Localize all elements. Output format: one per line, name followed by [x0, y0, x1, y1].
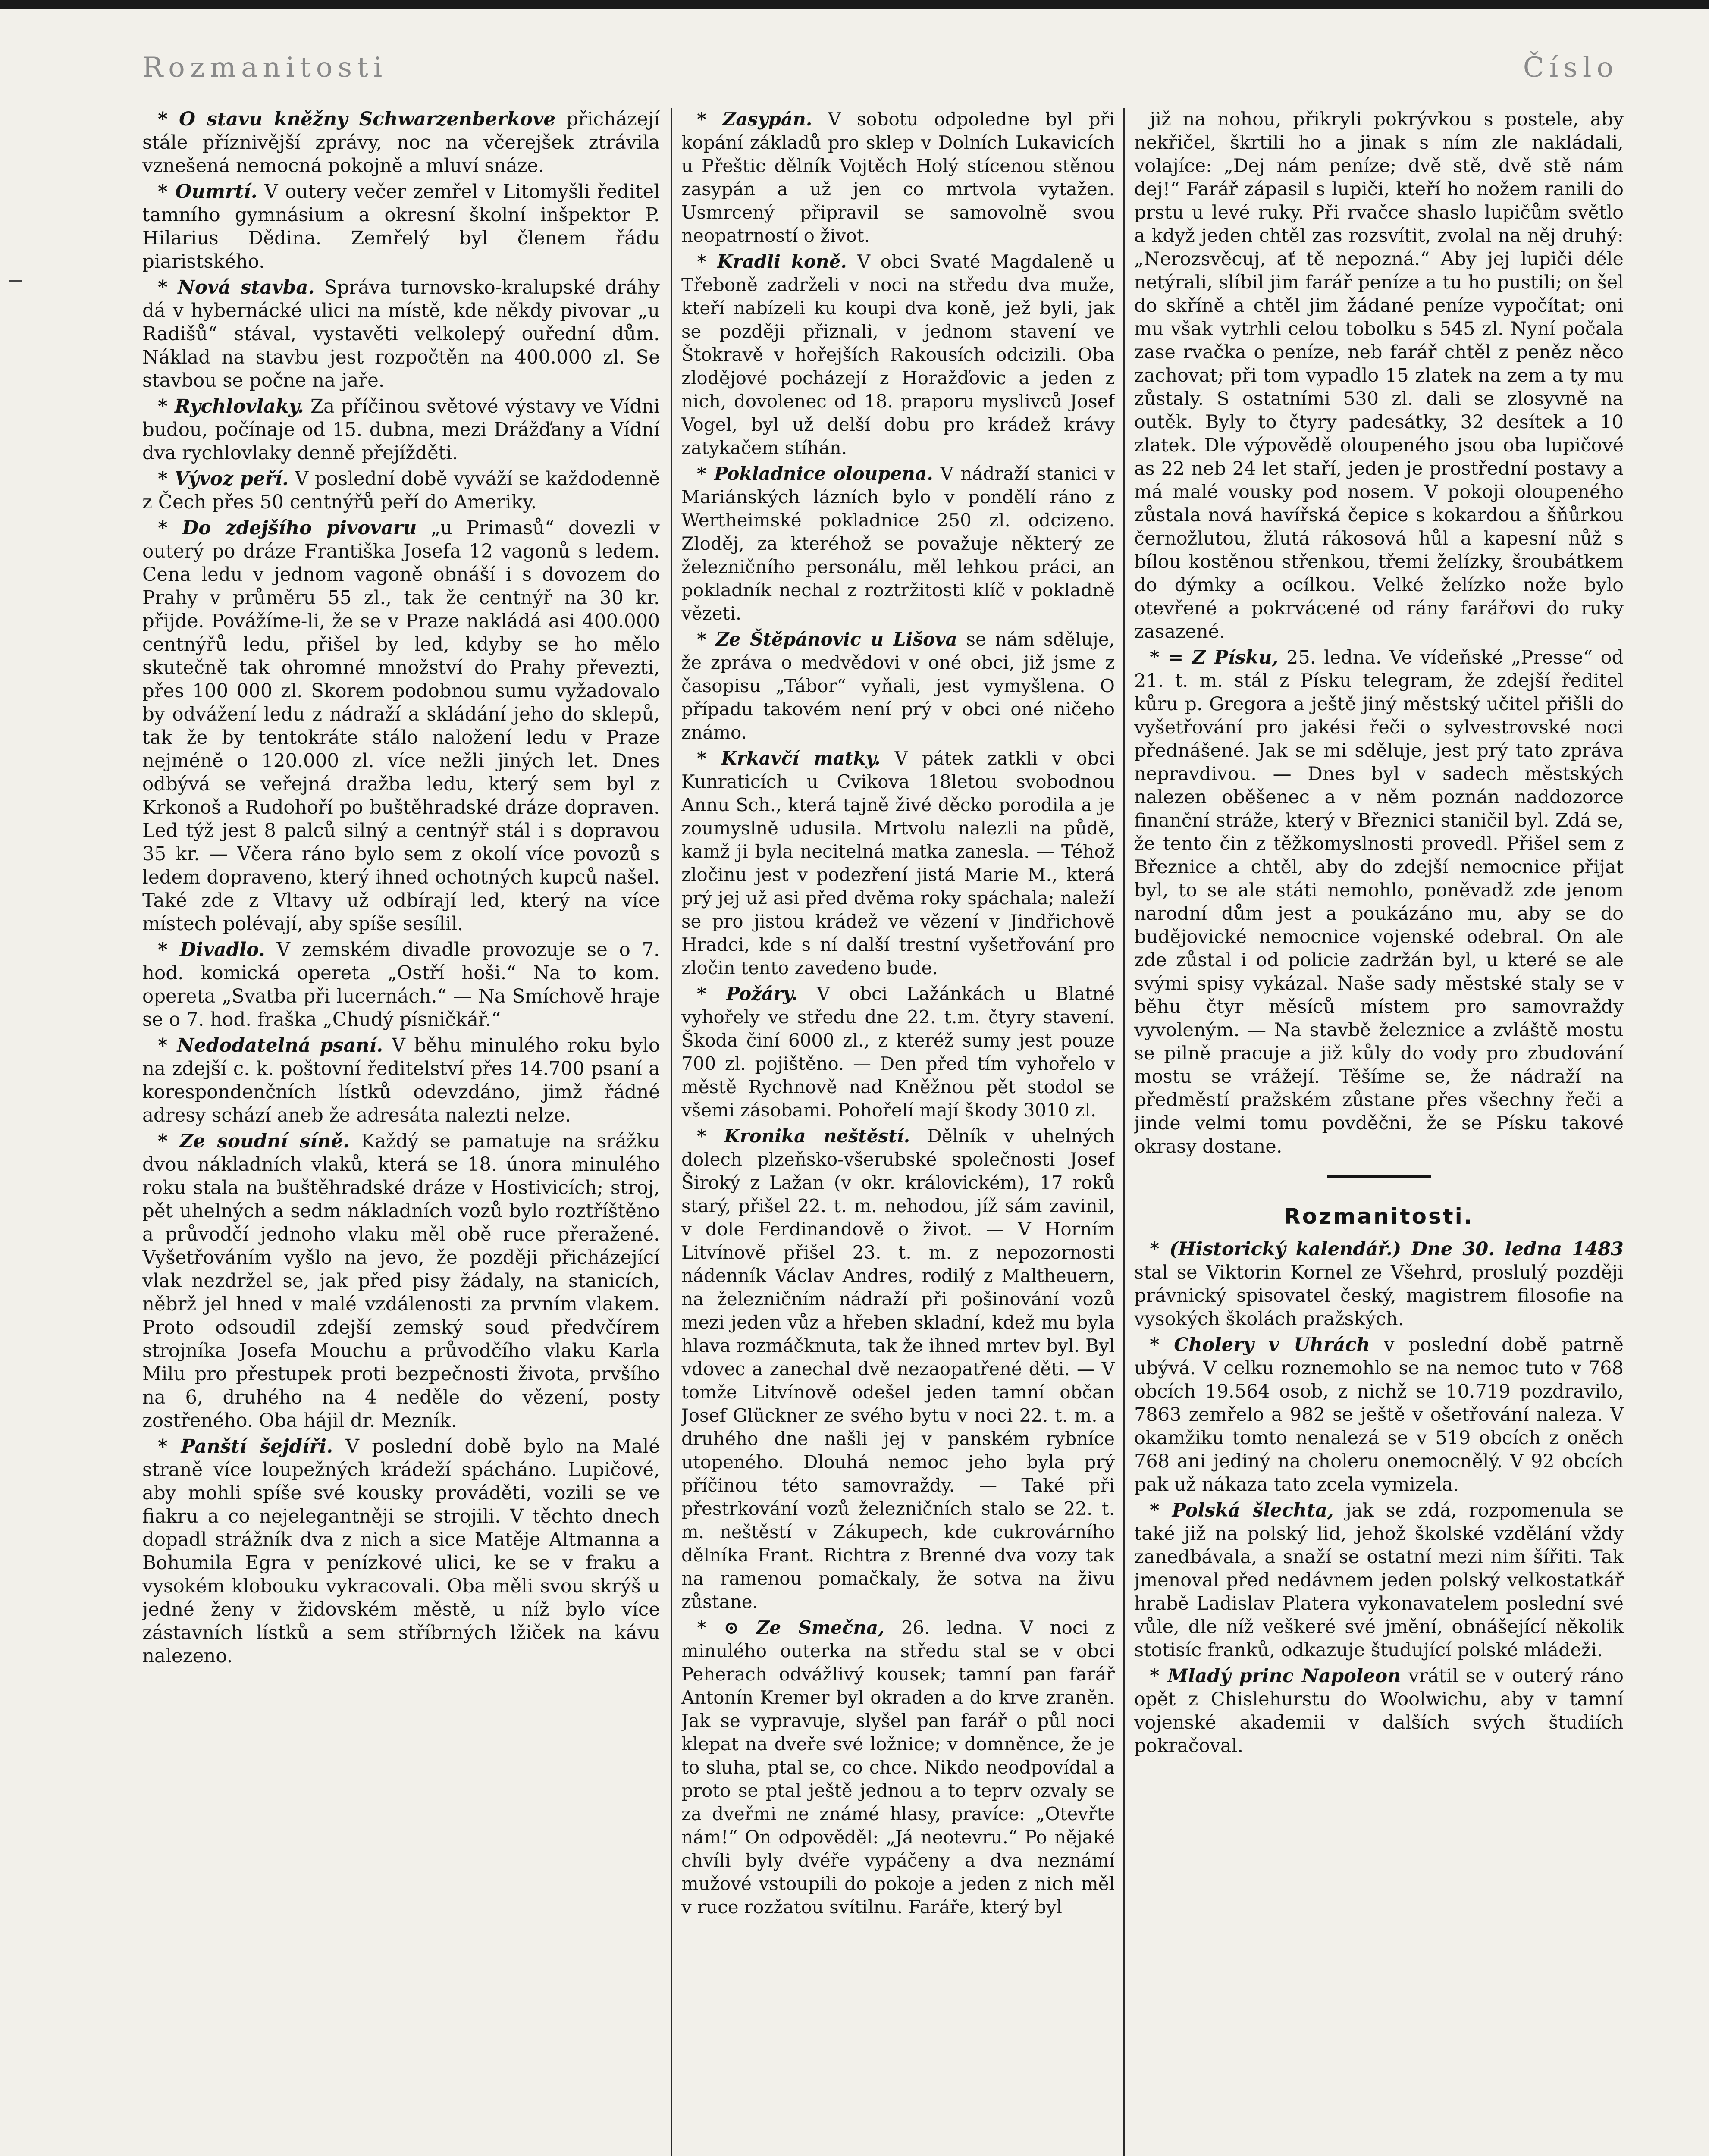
article: [142, 108, 660, 178]
asterisk-mark: *: [697, 1617, 724, 1638]
asterisk-mark: *: [697, 748, 721, 769]
article-headline: Požáry.: [726, 983, 798, 1004]
article-headline: Vývoz peří.: [174, 468, 289, 490]
header-left-text: Rozmanitosti: [142, 52, 388, 84]
asterisk-mark: *: [697, 109, 723, 130]
article-headline: Pokladnice oloupena.: [714, 463, 933, 484]
header-right-text: Číslo: [1523, 52, 1618, 84]
article-headline: Rychlovlaky.: [175, 395, 304, 417]
article: [1134, 1664, 1624, 1758]
article: [142, 467, 660, 514]
article: [142, 276, 660, 392]
article-text: Za příčinou světové výstavy ve Vídni budou, počínaje od 15. dubna, mezi Drážďany a Vídní dva rychlovlaky denně přejížděti.: [142, 396, 660, 464]
column-rule: [1123, 108, 1125, 2156]
article-text: Každý se pamatuje na srážku dvou nákladních vlaků, která se 18. února minulého roku stala na buštěhradské dráze v Hostivicích; stroj, pět uhelných a sedm nákladních vozů bylo roztříštěno a průvodčí jednoho vlaku měl obě ruce přeražené. Vyšetřováním vyšlo na jevo, že později přicházející vlak nezdržel se, jak před pisy žádaly, na stanicích, něbrž jel hned v malé vzdálenosti za prvním vlakem. Proto odsoudil zdejší zemský soud předvčírem strojníka Josefa Mouchu a průvodčího vlaku Karla Milu pro přestupek proti bezpečnosti života, prvšího na 6, druhého na 4 neděle do vězení, posty zostřeného. Oba hájil dr. Mezník.: [142, 1131, 660, 1432]
article-headline: Polská šlechta,: [1172, 1500, 1334, 1521]
article-text: V poslední době bylo na Malé straně více loupežných krádeží spácháno. Lupičové, aby mohli spíše své kousky prováděti, vozili se ve fiakru a co nejelegantněji se strojili. V těchto dnech dopadl strážník dva z nich a sice Matěje Altmanna a Bohumila Egra v penízkové ulici, ke se v fraku a vysokém klobouku vykracovali. Oba měli svou skrýš u jedné ženy v židovském městě, u níž bylo více zástavních lístků a sem stříbrných lžiček na kávu nalezeno.: [142, 1436, 660, 1667]
article-text: přicházejí stále příznivější zprávy, noc na včerejšek ztrávila vznešená nemocná pokojně a mluví snáze.: [142, 109, 660, 177]
asterisk-mark: *: [158, 1130, 180, 1152]
article-headline: Nedodatelná psaní.: [177, 1034, 383, 1056]
asterisk-mark: *: [158, 276, 178, 298]
article-text: V outery večer zemřel v Litomyšli ředitel tamního gymnásium a okresní školní inšpektor P. Hilarius Dědina. Zemřelý byl členem řádu piaristského.: [142, 181, 660, 273]
article-text: V běhu minulého roku bylo na zdejší c. k. poštovní ředitelství přes 14.700 psaní a korespondenčních lístků odevzdáno, jimž řádné adresy schází aneb že adresáta nalezti nelze.: [142, 1035, 660, 1126]
asterisk-mark: *: [158, 517, 182, 539]
article: [681, 108, 1115, 248]
article: [681, 1616, 1115, 1919]
article: [142, 1034, 660, 1127]
article-text: V poslední době vyváží se každodenně z Čech přes 50 centnýřů peří do Ameriky.: [142, 468, 660, 513]
asterisk-mark: *: [158, 939, 180, 961]
article-text: se nám sděluje, že zpráva o medvědovi v oné obci, již jsme z časopisu „Tábor“ vyňali, jest vymyšlena. O případu takovém není prý v obci oné ničeho známo.: [681, 629, 1115, 743]
article: [1134, 1238, 1624, 1331]
section-divider: [1327, 1175, 1431, 1178]
article-headline: Nová stavba.: [178, 276, 315, 298]
article: [142, 938, 660, 1031]
article: [1134, 1499, 1624, 1662]
article-headline: Zasypán.: [722, 109, 812, 130]
asterisk-mark: *: [697, 983, 726, 1004]
asterisk-mark: *: [697, 1125, 724, 1147]
article-headline: Do zdejšího pivovaru: [182, 517, 417, 539]
article-headline: Kradli koně.: [717, 251, 847, 272]
article-text: již na nohou, přikryli pokrývkou s postele, aby nekřičel, škrtili ho a jinak s ním zle nakládali, volajíce: „Dej nám peníze; dvě stě, dvě stě nám dej!“ Farář zápasil s lupiči, kteří ho nožem ranili do prstu u levé ruky. Při rvačce shaslo lupičům světlo a když jeden chtěl zas rozsvítit, zvolal na něj druhý: „Nerozsvěcuj, ať tě nepozná.“ Aby jej lupiči déle netýrali, slíbil jim farář peníze a tu ho pustili; on šel do skříně a chtěl jim žádané peníze vypočítat; oni mu však vytrhli celou tobolku s 545 zl. Nyní počala zase rvačka o peníze, neb farář chtěl z peněz něco zachovat; při tom vypadlo 15 zlatek na zem a ty mu zůstaly. S ostatními 530 zl. dali se zlosyvně na outěk. Byly to čtyry padesátky, 32 desítek a 10 zlatek. Dle výpovědě oloupeného jsou oba lupičové as 22 neb 24 let staří, jeden je prostřední postavy a má malé vousky pod nosem. V pokoji oloupeného zůstala nová havířská čepice s kokardou a šňůrkou černožlutou, žlutá rákosová hůl a kapesní nůž s bílou kostěnou střenkou, třemi želízky, šroubátkem do dýmky a ocílkou. Velké želízko nože bylo otevřené a pokrvácené od rány farářovi do ruky zasazené.: [1134, 109, 1624, 642]
article-text: Správa turnovsko-kralupské dráhy dá v hybernácké ulici na místě, kde někdy pivovar „u Radišů“ stával, vystavěti velkolepý ouřední dům. Náklad na stavbu jest rozpočtěn na 400.000 zl. Se stavbou se počne na jaře.: [142, 277, 660, 392]
article: [681, 1125, 1115, 1614]
article-headline: Ze soudní síně.: [179, 1130, 350, 1152]
article: [142, 1130, 660, 1432]
article-headline: (Historický kalendář.) Dne 30. ledna 1483: [1169, 1238, 1624, 1260]
article-text: v poslední době patrně ubývá. V celku roznemohlo se na nemoc tuto v 768 obcích 19.564 osob, z nichž se 10.719 pozdravilo, 7863 zemřelo a 982 se ještě v ošetřování naleza. V okamžiku tomto nenalezá se v 519 obcích z oněch 768 ani jediný na choleru onemocnělý. V 92 obcích pak už nákaza tato zcela vymizela.: [1134, 1334, 1624, 1495]
article-text: Dělník v uhelných dolech plzeňsko-všerubské společnosti Josef Široký z Lažan (v okr. královickém), 17 roků starý, přišel 22. t. m. nehodou, jíž sám zavinil, v dole Ferdinandově o život. — V Horním Litvínově přišel 23. t. m. z nepozornosti nádenník Václav Andres, rodilý z Maltheuern, na železničním nádraží při pošinování vozů mezi jeden vůz a hřeben skladní, kdež mu byla hlava rozmáčknuta, tak že ihned mrtev byl. Byl vdovec a zanechal dvě nezaopatřené děti. — V tomže Litvínově odešel jeden tamní občan Josef Glückner ze svého bytu v noci 22. t. m. a druhého dne našli jej v panském rybníce utopeného. Dlouhá nemoc jeho byla prý příčinou této samovraždy. — Také při přestrkování vozů železničních stalo se 22. t. m. neštěstí v Zákupech, kde cukrovárního dělníka Frant. Richtra z Brenné dva vozy tak na ramenou pomačkaly, že sotva na živu zůstane.: [681, 1125, 1115, 1612]
article: [1134, 646, 1624, 1158]
article: [142, 517, 660, 936]
article-text: V nádraží stanici v Mariánských lázních bylo v pondělí ráno z Wertheimské pokladnice 250 zl. odcizeno. Zloděj, za kteréhož se považuje některý ze železničního personálu, měl lehkou práci, an pokladník nechal z roztržitosti klíč v pokladně vězeti.: [681, 463, 1115, 624]
article-text: 26. ledna. V noci z minulého outerka na středu stal se v obci Peherach odvážlivý kousek; tamní pan farář Antonín Kremer byl okraden a do krve zraněn. Jak se vypravuje, slyšel pan farář o půl noci klepat na dveře své ložnice; v domněnce, že je to sluha, ptal se, co chce. Nikdo neodpovídal a proto se ptal ještě jednou a to teprv ozvaly se za dveřmi ne známé hlasy, pravíce: „Otevřte nám!“ On odpověděl: „Já neotevru.“ Po nějaké chvíli byly dvéře vypáčeny a dva neznámí mužové vstoupili do pokoje a jeden z nich měl v ruce rozžatou svítilnu. Faráře, který byl: [681, 1617, 1115, 1918]
article: [681, 462, 1115, 625]
article-text: V pátek zatkli v obci Kunraticích u Cvikova 18letou svobodnou Annu Sch., která tajně živé děcko porodila a je zoumyslně udusila. Mrtvolu nalezli na půdě, kamž ji byla necitelná matka zanesla. — Téhož zločinu jest v podezření jistá Marie M., která prý jej už asi před dvěma roky spáchala; naleží se pro jistou krádež ve vězení v Jindřichově Hradci, kde s ní další trestní vyšetřování pro zločin tento zavedeno bude.: [681, 748, 1115, 978]
article-headline: Mladý princ Napoleon: [1167, 1665, 1401, 1687]
asterisk-mark: *: [158, 468, 175, 490]
page-header: [142, 52, 1618, 86]
asterisk-mark: *: [1150, 647, 1168, 668]
article-text: jak se zdá, rozpomenula se také již na polský lid, jehož školské vzdělání vždy zanedbávala, a snaží se ostatní mezi nim šířiti. Tak jmenoval před nedávnem jeden polský velkostatkář hrabě Ladislav Platera vykonavatelem poslední své vůle, dle níž veškeré své jmění, obnášející několik stotisíc franků, odkazuje študující polské mládeži.: [1134, 1500, 1624, 1661]
asterisk-mark: *: [697, 251, 717, 272]
asterisk-mark: *: [158, 395, 175, 417]
asterisk-mark: *: [697, 629, 716, 650]
top-border: [0, 0, 1709, 9]
column-2: [681, 108, 1115, 2156]
article-text: V zemském divadle provozuje se o 7. hod. komická opereta „Ostří hoši.“ Na to kom. opereta „Svatba při lucernách.“ — Na Smíchově hraje se o 7. hod. fraška „Chudý písničkář.“: [142, 939, 660, 1031]
article-text: V obci Lažánkách u Blatné vyhořely ve středu dne 22. t.m. čtyry stavení. Škoda činí 6000 zl., z kteréž sumy jest pouze 700 zl. pojištěno. — Den před tím vyhořelo v městě Rychnově nad Kněžnou pět stodol se všemi zásobami. Pohořelí mají škody 3010 zl.: [681, 983, 1115, 1121]
article: [142, 395, 660, 465]
article: [681, 747, 1115, 980]
article-headline: = Z Písku,: [1168, 647, 1279, 668]
article: [142, 180, 660, 273]
column-1: [142, 108, 660, 2156]
asterisk-mark: *: [1150, 1334, 1174, 1356]
section-title: Rozmanitosti.: [1284, 1204, 1474, 1229]
article: [681, 250, 1115, 460]
article-headline: O stavu kněžny Schwarzenberkove: [179, 108, 556, 130]
article-headline: Ze Štěpánovic u Lišova: [715, 629, 957, 650]
article: [681, 982, 1115, 1122]
article-text: vrátil se v outerý ráno opět z Chislehurstu do Woolwichu, aby v tamní vojenské akademii v dalších svých študiích pokračoval.: [1134, 1665, 1624, 1757]
asterisk-mark: *: [1150, 1238, 1170, 1260]
asterisk-mark: *: [158, 1034, 177, 1056]
article-headline: ⊙ Ze Smečna,: [724, 1617, 884, 1638]
asterisk-mark: *: [158, 181, 176, 203]
article: [1134, 1333, 1624, 1496]
article-text: stal se Viktorin Kornel ze Všehrd, proslulý později právnický spisovatel český, magistrem filosofie na vysokých školách pražských.: [1134, 1262, 1624, 1330]
article-headline: Kronika neštěstí.: [724, 1125, 910, 1147]
article: [142, 1435, 660, 1668]
article-text: 25. ledna. Ve vídeňské „Presse“ od 21. t. m. stál z Písku telegram, že zdejší ředitel kůru p. Gregora a ještě jiný městský učitel přišli do vyšetřování pro jakési řeči o sylvestrovské noci přednášené. Jak se mi sděluje, jest prý tato zpráva nepravdivou. — Dnes byl v sadech městských nalezen oběšenec a v něm poznán naddozorce finanční stráže, který v Březnici staničil byl. Zdá se, že tento čin z těžkomyslnosti provedl. Přišel sem z Březnice a chtěl, aby do zdejší nemocnice přijat byl, to se ale státi nemohlo, poněvadž zde jenom narodní dům jest a poukázáno mu, aby se do budějovické nemocnice vojenské odebral. On ale zde zůstal i od policie zadržán byl, u které se ale svými spisy vykázal. Naše sady městské staly se v běhu čtyr měsíců místem pro samovraždy vyvoleným. — Na stavbě železnice a zvláště mostu se pilně pracuje a již kůly do vody pro zbudování mostu se vrážejí. Těšíme se, že nádraží na předměstí pražském zůstane přes všechny řeči a jinde velmi tomu povděčni, že se Písku takové okrasy dostane.: [1134, 647, 1624, 1157]
asterisk-mark: *: [158, 108, 179, 130]
article-text: V sobotu odpoledne byl při kopání základů pro sklep v Dolních Lukavicích u Přeštic dělník Vojtěch Holý stícenou stěnou zasypán a už jen co mrtvola vytažen. Usmrcený připravil se samovolně svou neopatrností o život.: [681, 109, 1115, 246]
article-headline: Oumrtí.: [175, 181, 257, 203]
article: [681, 628, 1115, 744]
article: [1134, 108, 1624, 643]
article-headline: Panští šejdíři.: [181, 1435, 333, 1457]
article-text: V obci Svaté Magdaleně u Třeboně zadrželi v noci na středu dva muže, kteří nabízeli ku koupi dva koně, jež byli, jak se později přiznali, v jednom stavení ve Štokravě v hořejších Rakousích odcizili. Oba zlodějové pocházejí z Horažďovic a jeden z nich, dovolenec od 18. praporu myslivců Josef Vogel, byl už delší dobu pro krádež krávy zatykačem stíhán.: [681, 251, 1115, 458]
margin-mark: [9, 280, 22, 282]
asterisk-mark: *: [158, 1435, 181, 1457]
column-3: [1134, 108, 1624, 2156]
column-rule: [671, 108, 672, 2156]
article-headline: Krkavčí matky.: [721, 748, 881, 769]
article-text: „u Primasů“ dovezli v outerý po dráze Františka Josefa 12 vagonů s ledem. Cena ledu v jednom vagoně obnáší i s dovozem do Prahy v průměru 55 zl., tak že centnýř na 30 kr. přijde. Povážíme-li, že se v Praze nakládá asi 400.000 centnýřů ledu, přišel by led, kdyby se ho mělo skutečně tak ohromné množství do Prahy převezti, přes 100 000 zl. Skorem podobnou sumu vyžadovalo by odvážení ledu z nádraží a skládání jeho do sklepů, tak že by tentokráte stálo naložení ledu v Praze nejméně o 120.000 zl. více nežli jiných let. Dnes odbývá se veřejná dražba ledu, který sem byl z Krkonoš a Rudohoří po buštěhradské dráze dopraven. Led týž jest 8 palců silný a centnýř stál i s dopravou 35 kr. — Včera ráno bylo sem z okolí více povozů s ledem dopraveno, který ihned ochotných kupců našel. Také zde z Vltavy už odbírají led, který na více místech polévají, aby spíše sesílil.: [142, 517, 660, 935]
asterisk-mark: *: [697, 463, 714, 484]
article-headline: Divadlo.: [179, 939, 265, 961]
asterisk-mark: *: [1150, 1665, 1168, 1687]
article-headline: Cholery v Uhrách: [1174, 1334, 1370, 1356]
asterisk-mark: *: [1150, 1500, 1172, 1521]
